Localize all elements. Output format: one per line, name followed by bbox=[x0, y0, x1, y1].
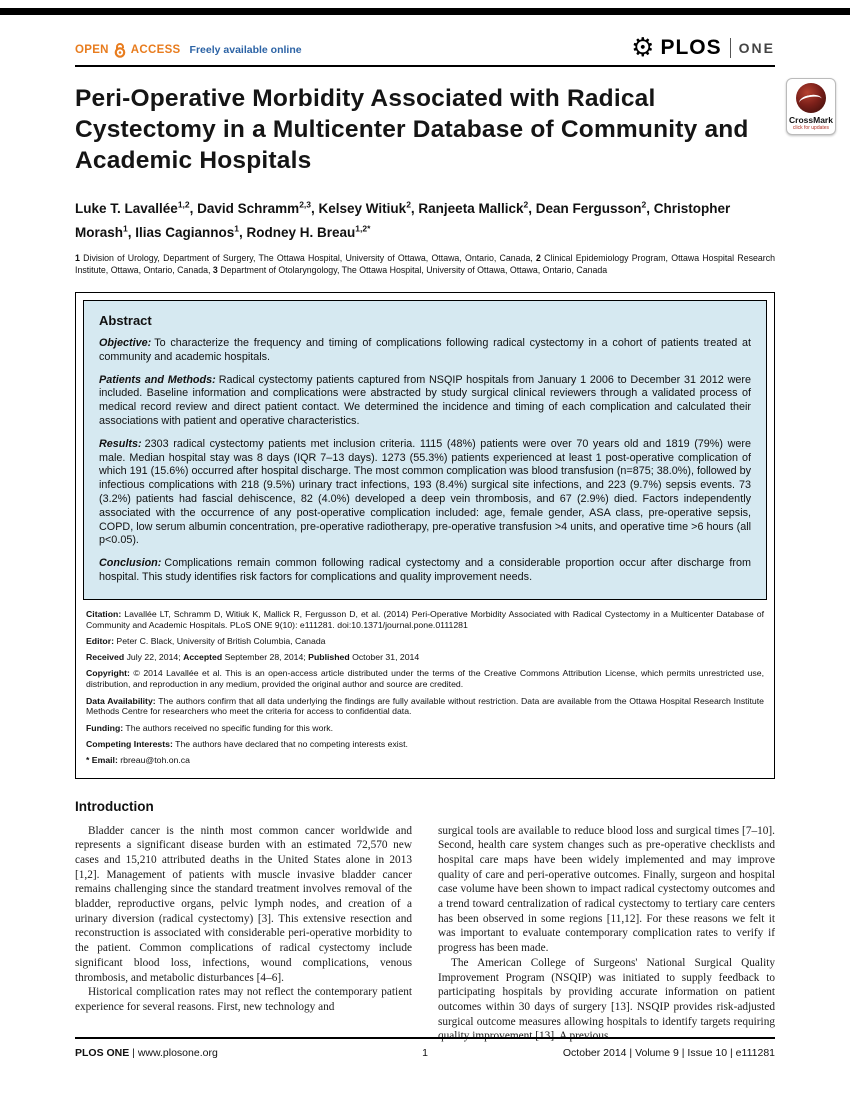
funding-line: Funding: The authors received no specific funding for this work. bbox=[86, 722, 334, 733]
article-metadata bbox=[83, 600, 767, 776]
author: , Ilias Cagiannos$^1$ bbox=[127, 223, 240, 240]
data-availability-line: Data Availability: The authors confirm that all data underlying the findings are fully available without restriction. Data are available from the Ottawa Hospital Research Institute Methods Centre for researchers who meet the criteria for access to confidential data. bbox=[86, 695, 765, 717]
plos-one-logo bbox=[631, 33, 775, 63]
introduction-heading: Introduction bbox=[75, 798, 154, 814]
footer-page-number: 1 bbox=[422, 1047, 428, 1059]
page-footer bbox=[75, 1037, 775, 1059]
body-paragraph: The American College of Surgeons' National Surgical Quality Improvement Program (NSQIP) was initiated to supply feedback to participating hospitals by providing accurate information on patient outcomes within 30 days of surgery [13]. NSQIP provides risk-adjusted surgical outcome measures allowing hospitals to identify targets requiring quality improvement [13]. A previous bbox=[438, 956, 775, 1043]
abstract-box bbox=[75, 292, 775, 779]
abstract-objective: Objective: To characterize the frequency and timing of complications following radical cystectomy in a cohort of patients treated at community and academic hospitals. bbox=[99, 337, 751, 363]
logo-divider bbox=[730, 38, 731, 58]
footer-issue-info: October 2014 | Volume 9 | Issue 10 | e111281 bbox=[562, 1047, 775, 1059]
author: , Dean Fergusson$^2$ bbox=[528, 199, 647, 216]
crossmark-sublabel: click for updates bbox=[792, 125, 830, 131]
crossmark-badge[interactable] bbox=[786, 78, 836, 135]
author: Luke T. Lavallée$^{1,2}$ bbox=[75, 199, 190, 216]
plos-wordmark: PLOS bbox=[660, 36, 722, 59]
footer-journal: PLOS ONE | www.plosone.org bbox=[75, 1047, 218, 1059]
body-paragraph: Historical complication rates may not reflect the contemporary patient experience for several reasons. First, new technology and bbox=[75, 986, 412, 1013]
top-black-bar bbox=[0, 8, 850, 15]
author: , Christopher Morash$^1$ bbox=[75, 200, 731, 240]
freely-available-label: Freely available online bbox=[189, 44, 302, 56]
abstract-conclusion: Conclusion: Complications remain common following radical cystectomy and a considerable proportion occur after discharge from hospital. This study identifies risk factors for complications and quality improvement needs. bbox=[99, 557, 751, 583]
abstract-results: Results: 2303 radical cystectomy patients met inclusion criteria. 1115 (48%) patients were over 70 years old and 1819 (79%) were male. Median hospital stay was 8 days (IQR 7–13 days). 1273 (55.3%) patients experienced at least 1 post-operative complication of which 191 (15.6%) occurred after hospital discharge. The most common complication was blood transfusion (n=875; 38.0%), followed by infectious complications with 218 (9.5%) urinary tract infections, 193 (8.4%) surgical site infections, and 223 (9.7%) sepsis events. 73 (3.2%) patients had fascial dehiscence, 82 (4.0%) developed a deep vein thrombosis, and 67 (2.9%) died. Factors independently associated with the occurrence of any post-operative complication included: age, female gender, ASA class, pre-operative sepsis, COPD, low serum albumin concentration, pre-operative radiotherapy, pre-operative transfusion >4 units, and operative time >6 hours (all p<0.05). bbox=[99, 437, 751, 547]
two-column-body bbox=[75, 824, 775, 1045]
right-column bbox=[438, 824, 775, 1045]
body-paragraph: surgical tools are available to reduce blood loss and surgical times [7–10]. Second, health care system changes such as pre-operative checklists and hospital care maps have been widely implemented and may improve quality of care and peri-operative outcomes. Finally, surgeon and hospital case volume have been shown to impact radical cystectomy outcomes and a trend toward centralization of radical cystectomy to tertiary care centers has been observed in some regions [11,12]. For these reasons we felt it was important to evaluate contemporary complication rates to verify if progress has been made. bbox=[438, 824, 775, 955]
email-address[interactable]: rbreau@toh.on.ca bbox=[117, 755, 190, 766]
open-access-banner bbox=[75, 42, 302, 60]
abstract-methods: Patients and Methods: Radical cystectomy patients captured from NSQIP hospitals from January 1 2006 to December 31 2012 were included. Baseline information and complications were abstracted by study surgical clinical reviewers through a validated process of medical record review and direct patient contact. We determined the incidence and timing of each complication and calculated their associations with patient and operative characteristics. bbox=[99, 373, 751, 427]
body-paragraph: Bladder cancer is the ninth most common cancer worldwide and represents a significant disease burden with an estimated 72,570 new cases and 15,210 attributed deaths in the United States alone in 2013 [1,2]. Management of patients with muscle invasive bladder cancer remains challenging since the standard treatment involves removal of the bladder, reproductive organs, pelvic lymph nodes, and creation of a urinary diversion (radical cystectomy) [3]. This extensive resection and reconstruction is associated with considerable peri-operative morbidity to the patient. Common complications of radical cystectomy include significant blood loss, infections, wound complications, venous thrombosis, and metabolic disturbances [4–6]. bbox=[75, 824, 412, 984]
open-access-access-label: ACCESS bbox=[130, 44, 181, 56]
plos-gear-icon: ⚙ bbox=[631, 33, 655, 63]
crossmark-icon bbox=[796, 83, 826, 113]
competing-interests-line: Competing Interests: The authors have declared that no competing interests exist. bbox=[86, 738, 408, 749]
open-access-icon bbox=[113, 42, 127, 58]
author: , Rodney H. Breau$^{1,2*}$ bbox=[239, 223, 371, 240]
left-column bbox=[75, 824, 412, 1045]
affiliations: 1 Division of Urology, Department of Surgery, The Ottawa Hospital, University of Ottawa, Ottawa, Ontario, Canada, 2 Clinical Epidemiology Program, Ottawa Hospital Research Institute, Ottawa, Ontario, Canada, 3 Department of Otolaryngology, The Ottawa Hospital, University of Ottawa, Ottawa, Ontario, Canada bbox=[75, 253, 775, 275]
author-list bbox=[75, 194, 775, 243]
crossmark-label: CrossMark bbox=[789, 115, 833, 125]
email-line: * Email: rbreau@toh.on.ca bbox=[86, 755, 190, 766]
dates-line: Received July 22, 2014; Accepted September 28, 2014; Published October 31, 2014 bbox=[86, 652, 420, 663]
author: , Kelsey Witiuk$^2$ bbox=[311, 199, 411, 216]
editor-line: Editor: Peter C. Black, University of British Columbia, Canada bbox=[86, 635, 326, 646]
journal-header bbox=[75, 33, 775, 67]
one-wordmark: ONE bbox=[738, 40, 775, 56]
open-access-open-label: OPEN bbox=[75, 44, 109, 56]
citation-line: Citation: Lavallée LT, Schramm D, Witiuk K, Mallick R, Fergusson D, et al. (2014) Peri-Operative Morbidity Associated with Radical Cystectomy in a Multicenter Database of Community and Academic Hospitals. PLoS ONE 9(10): e111281. doi:10.1371/journal.pone.0111281 bbox=[86, 608, 764, 630]
article-title: Peri-Operative Morbidity Associated with Radical Cystectomy in a Multicenter Database of Community and Academic Hospitals bbox=[75, 85, 749, 174]
copyright-line: Copyright: © 2014 Lavallée et al. This is an open-access article distributed under the terms of the Creative Commons Attribution License, which permits unrestricted use, distribution, and reproduction in any medium, provided the original author and source are credited. bbox=[86, 668, 764, 690]
abstract-panel bbox=[83, 300, 767, 600]
abstract-heading: Abstract bbox=[99, 313, 152, 328]
introduction-section bbox=[75, 799, 775, 1045]
author: , Ranjeeta Mallick$^2$ bbox=[410, 199, 529, 216]
author: , David Schramm$^{2,3}$ bbox=[189, 199, 312, 216]
